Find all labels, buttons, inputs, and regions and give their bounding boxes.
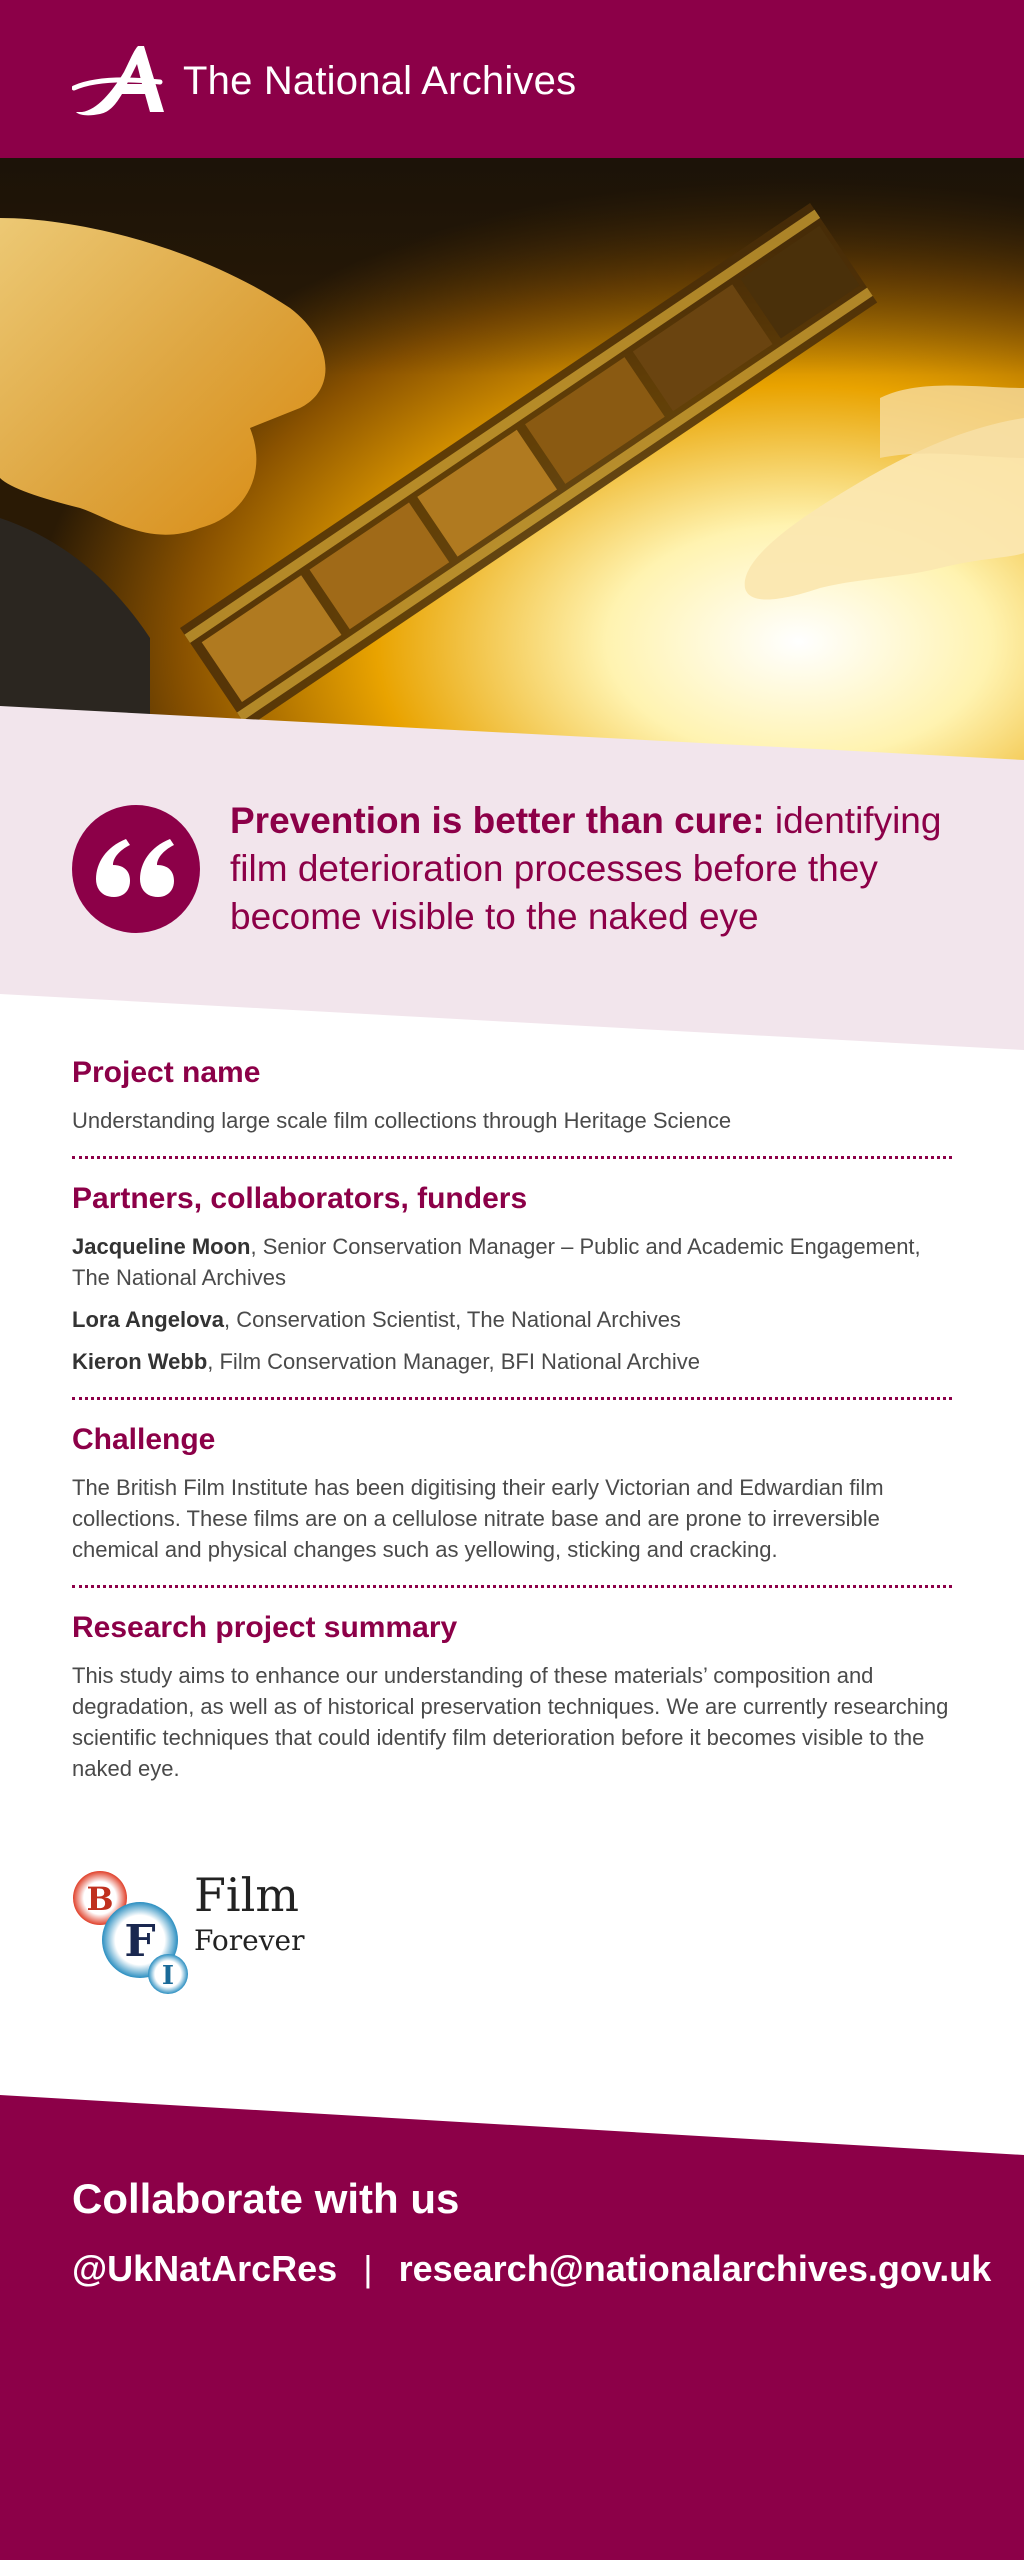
partner-name: Kieron Webb [72,1349,208,1374]
quote-text [230,797,970,941]
partner-role: , Film Conservation Manager, BFI National Archive [207,1349,701,1374]
quote-icon [96,839,176,899]
partners-title: Partners, collaborators, funders [72,1182,528,1215]
bfi-circles-icon [72,1868,197,1998]
national-archives-logo[interactable] [72,42,576,120]
footer-background [0,2095,1024,2560]
summary-title: Research project summary [72,1611,458,1644]
partners-section [72,1156,952,1397]
summary-section [72,1585,952,1804]
partner-item [72,1346,952,1377]
partner-name: Jacqueline Moon [72,1234,251,1259]
project-text: Understanding large scale film collections through Heritage Science [72,1108,732,1133]
footer-title: Collaborate with us [72,2175,460,2222]
bfi-film-forever-logo[interactable] [72,1868,322,1998]
challenge-title: Challenge [72,1423,216,1456]
quote-bold: Prevention is better than cure: [230,800,765,841]
contact-separator: | [363,2248,373,2289]
bfi-film-text: Film [194,1868,299,1922]
summary-text: This study aims to enhance our understanding of these materials’ composition and degradation, as well as of historical preservation techniques. We are currently researching scientific techniques that could identify film deterioration before it becomes visible to the naked eye. [72,1663,949,1781]
partner-item [72,1231,952,1293]
bfi-letter-i: I [161,1961,175,1991]
content-sections [72,1055,952,1804]
partner-role: , Conservation Scientist, The National Archives [224,1307,681,1332]
quote-rest: identifying film deterioration processes before they become visible to the naked eye [230,800,942,937]
email-link[interactable]: research@nationalarchives.gov.uk [398,2248,992,2289]
footer-contact [72,2248,991,2290]
partner-name: Lora Angelova [72,1307,224,1332]
archives-a-logo-icon [72,42,177,120]
twitter-link[interactable]: @UkNatArcRes [72,2248,338,2289]
bfi-letter-f: F [124,1916,156,1967]
quote-badge [72,805,200,933]
bfi-forever-text: Forever [194,1924,305,1957]
project-title: Project name [72,1056,261,1089]
header-bar [0,0,1024,158]
challenge-text: The British Film Institute has been digitising their early Victorian and Edwardian film collections. These films are on a cellulose nitrate base and are prone to irreversible chemical and physical changes such as yellowing, sticking and cracking. [72,1475,884,1562]
project-section [72,1055,952,1156]
bfi-letter-b: B [86,1880,114,1918]
logo-text: The National Archives [183,58,577,103]
challenge-section [72,1397,952,1585]
partner-item [72,1304,952,1335]
partner-role: , Senior Conservation Manager – Public and Academic Engagement, The National Archives [72,1234,921,1290]
